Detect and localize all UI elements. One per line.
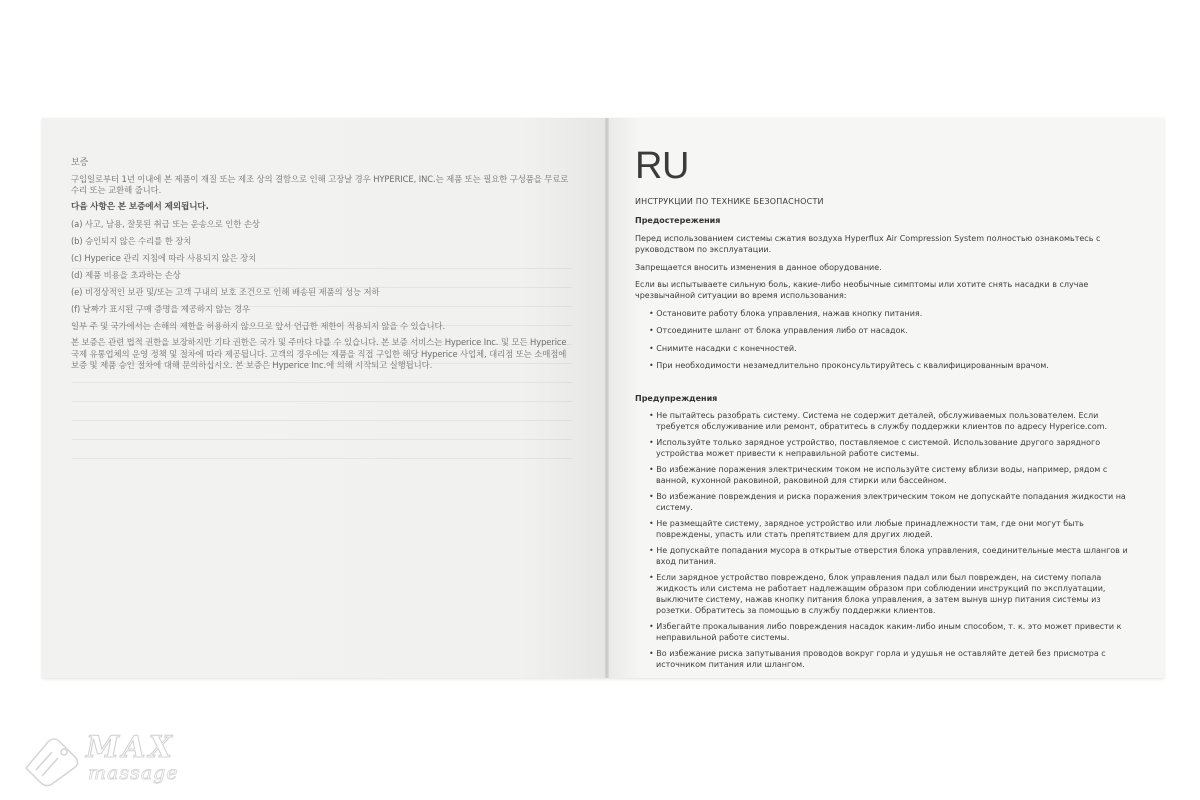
exclusions-heading: 다음 사항은 본 보증에서 제외됩니다. — [71, 201, 209, 212]
safety-section — [635, 146, 1135, 675]
precaution-paragraph: Если вы испытываете сильную боль, какие-либо необычные симптомы или хотите снять насадки в случае чрезвычайной ситуации во время использования: — [635, 280, 1089, 300]
list-item: • Если зарядное устройство повреждено, блок управления падал или был поврежден, на систему попала жидкость или система не работает надлежащим образом при соблюдении инструкций по эксплуатации, выключите систему, нажав кнопку питания блока управления, а затем вынув шнур питания системы из розетки. Обратитесь за помощью в службу поддержки клиентов. — [649, 573, 1106, 616]
list-item: • Используйте только зарядное устройство, поставляемое с системой. Использование другого зарядного устройства может привести к неправильной работе системы. — [649, 438, 1101, 459]
list-item: • Остановите работу блока управления, нажав кнопку питания. — [649, 308, 923, 318]
exclusion-item: (c) Hyperice 관리 지침에 따라 사용되지 않은 장치 — [71, 253, 257, 263]
list-item: • Во избежание риска запутывания проводов вокруг горла и удушья не оставляйте детей без присмотра с источником питания или шлангом. — [649, 649, 1106, 670]
safety-heading: ИНСТРУКЦИИ ПО ТЕХНИКЕ БЕЗОПАСНОСТИ — [635, 197, 824, 206]
exclusion-item: (a) 사고, 남용, 잘못된 취급 또는 운송으로 인한 손상 — [71, 219, 260, 229]
watermark-subtext: massage — [88, 762, 179, 784]
precaution-paragraph: Запрещается вносить изменения в данное оборудование. — [635, 262, 882, 272]
max-massage-watermark — [18, 728, 188, 788]
list-item: • Отсоедините шланг от блока управления либо от насадок. — [649, 326, 908, 336]
page-fold — [605, 118, 609, 678]
precautions-title: Предостережения — [635, 216, 721, 225]
list-item: • Не размещайте систему, зарядное устройство или любые принадлежности там, где они могут быть повреждены, упасть или стать препятствием для других людей. — [649, 519, 1084, 540]
warranty-title: 보증 — [71, 158, 89, 168]
exclusion-item: (b) 승인되지 않은 수리를 한 장치 — [71, 236, 192, 246]
massage-device-icon — [18, 728, 88, 788]
list-item: • Не пытайтесь разобрать систему. Система не содержит деталей, обслуживаемых пользователем. Если требуется обслуживание или ремонт, обратитесь в службу поддержки клиентов по адресу Hyperice.com. — [649, 411, 1108, 432]
list-item: • При необходимости незамедлительно проконсультируйтесь с квалифицированным врачом. — [649, 361, 1049, 371]
list-item: • Во избежание поражения электрическим током не используйте систему вблизи воды, например, рядом с ванной, кухонной раковиной, раковиной для стирки или бассейном. — [649, 465, 1108, 486]
warranty-note: 일부 주 및 국가에서는 손해의 제한을 허용하지 않으므로 앞서 언급한 제한이 적용되지 않을 수 있습니다. — [71, 321, 446, 331]
exclusion-item: (e) 비정상적인 보관 및/또는 고객 구내의 보호 조건으로 인해 배송된 제품의 성능 저하 — [71, 287, 380, 297]
exclusion-item: (d) 제품 비용을 초과하는 손상 — [71, 270, 181, 280]
left-page-korean — [42, 118, 607, 678]
list-item: • Избегайте прокалывания либо повреждения насадок каким-либо иным способом, т. к. это может привести к неправильной работе системы. — [649, 622, 1122, 643]
watermark-text: MAX — [86, 730, 175, 765]
list-item: • Снимите насадки с конечностей. — [649, 343, 797, 353]
right-page-russian — [607, 118, 1164, 678]
warranty-intro: 구입일로부터 1년 이내에 본 제품이 재질 또는 제조 상의 결함으로 인해 고장날 경우 HYPERICE, INC.는 제품 또는 필요한 구성품을 무료로 수리 또는 교환해 줍니다. — [71, 173, 569, 195]
precaution-paragraph: Перед использованием системы сжатия воздуха Hyperflux Air Compression System полностью ознакомьтесь с руководством по эксплуатации. — [635, 234, 1101, 254]
booklet-spread — [42, 118, 1164, 678]
language-code: RU — [635, 145, 689, 187]
list-item: • Во избежание повреждения и риска поражения электрическим током не допускайте попадания жидкости на систему. — [649, 492, 1126, 513]
list-item: • Не допускайте попадания мусора в открытые отверстия блока управления, соединительные места шлангов и вход питания. — [649, 546, 1128, 567]
warranty-note: 본 보증은 관련 법적 권한을 보장하지만 기타 권한은 국가 및 주마다 다를 수 있습니다. 본 보증 서비스는 Hyperice Inc. 및 모든 Hyperice 국제 유통업체의 운영 정책 및 절차에 따라 제공됩니다. 고객의 경우에는 제품을 직접 구입한 해당 Hyperice 사업체, 대리점 또는 소매점에 보증 및 제품 승인 절차에 대해 문의하십시오. 본 보증은 Hyperice Inc.에 의해 시작되고 실행됩니다. — [71, 337, 567, 370]
warranty-section — [71, 158, 571, 376]
exclusion-item: (f) 날짜가 표시된 구매 증명을 제공하지 않는 경우 — [71, 304, 250, 314]
precaution-list — [635, 308, 1135, 372]
warnings-title: Предупреждения — [635, 394, 718, 404]
warning-list — [635, 410, 1135, 670]
